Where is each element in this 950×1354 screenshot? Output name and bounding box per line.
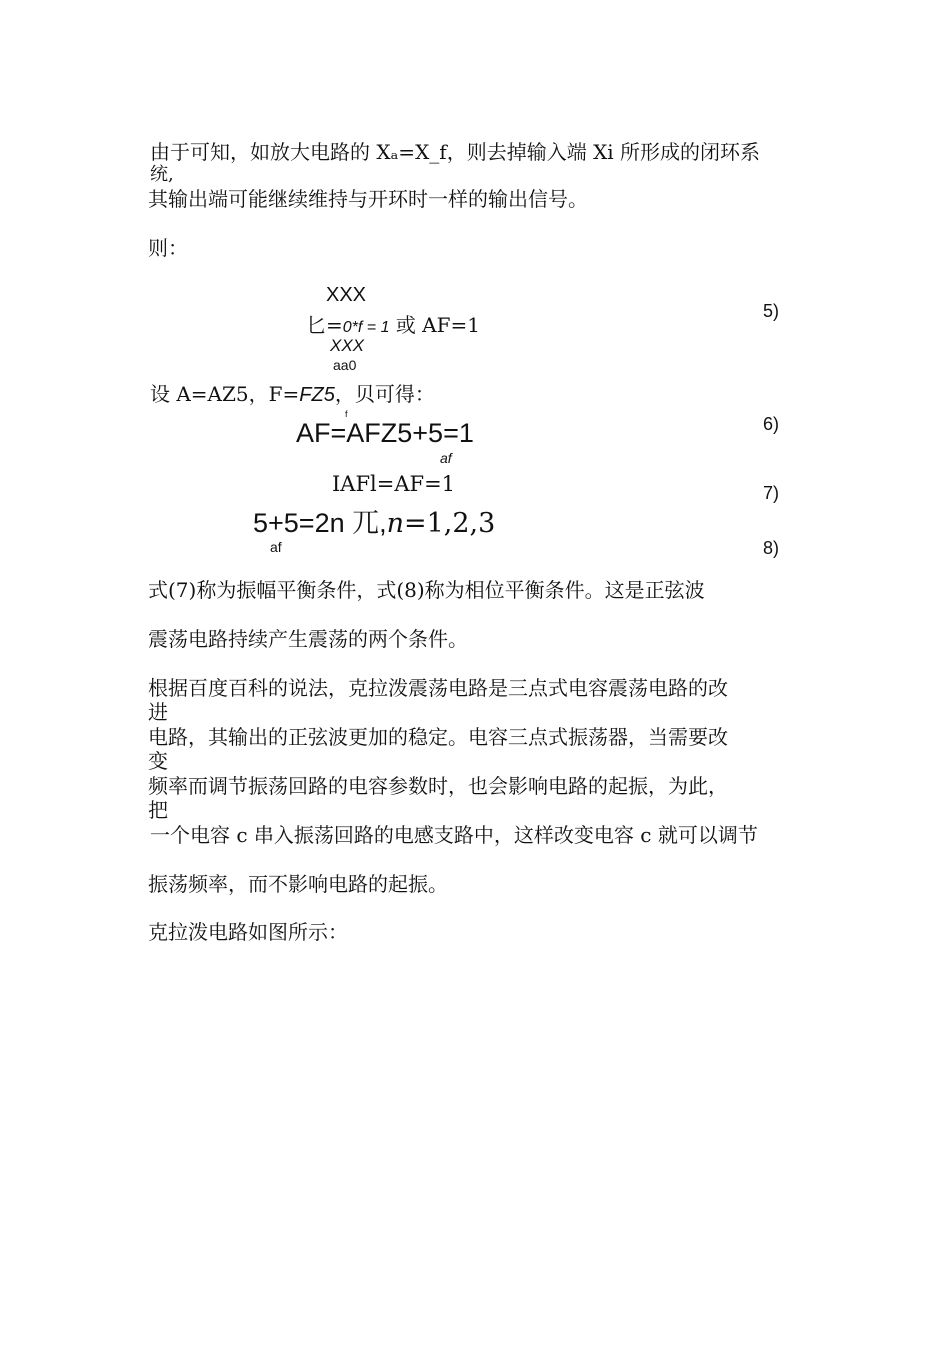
paragraph-2-line-1: 式(7)称为振幅平衡条件，式(8)称为相位平衡条件。这是正弦波 [148, 578, 705, 602]
eq8-main-c: =1,2,3 [404, 508, 496, 539]
eq5-top: XXX [326, 284, 367, 306]
paragraph-1-line-3: 其输出端可能继续维持与开环时一样的输出信号。 [148, 187, 588, 211]
paragraph-2-line-2: 震荡电路持续产生震荡的两个条件。 [148, 627, 468, 651]
eq8-main [253, 507, 495, 540]
let-line-c: ，贝可得： [334, 382, 435, 406]
paragraph-3-line-7: 一个电容 c 串入振荡回路的电感支路中，这样改变电容 c 就可以调节 [150, 823, 758, 847]
eq5-bottom: XXX [330, 336, 365, 355]
let-line-a: 设 A=AZ5，F= [150, 382, 300, 406]
paragraph-3-line-5: 频率而调节振荡回路的电容参数时，也会影响电路的起振，为此， [148, 774, 728, 798]
eq8-number: 8) [763, 538, 780, 558]
paragraph-3-line-2: 进 [148, 700, 168, 724]
eq7-main: IAFl=AF=1 [332, 472, 456, 496]
eq5-number: 5) [763, 301, 780, 321]
eq7-number: 7) [763, 483, 780, 503]
eq5-sub: aa0 [333, 357, 357, 373]
let-line-sub-f: f [345, 409, 348, 419]
paragraph-3-line-1: 根据百度百科的说法，克拉泼震荡电路是三点式电容震荡电路的改 [148, 676, 728, 700]
eq8-main-b: n [386, 508, 404, 539]
paragraph-3-line-8: 振荡频率，而不影响电路的起振。 [148, 872, 448, 896]
paragraph-1-line-1: 由于可知，如放大电路的 Xₐ=X_f，则去掉输入端 Xi 所形成的闭环系 [150, 140, 761, 164]
paragraph-4: 克拉泼电路如图所示： [148, 920, 348, 944]
let-line-b: FZ5 [299, 384, 335, 406]
eq6-number: 6) [763, 414, 780, 434]
paragraph-3-line-6: 把 [148, 798, 168, 822]
eq5-middle-a: 匕= [306, 313, 343, 337]
eq8-main-a: 5+5=2n 兀, [253, 508, 387, 538]
eq8-sub: af [270, 539, 282, 555]
paragraph-3-line-4: 变 [148, 749, 168, 773]
eq5-middle-b: 0*f = 1 [342, 319, 390, 336]
paragraph-1-line-2: 统, [150, 164, 174, 185]
eq6-main: AF=AFZ5+5=1 [296, 418, 474, 448]
eq6-sub: af [440, 450, 452, 466]
eq5-middle-c: 或 AF=1 [395, 313, 480, 337]
then-label: 则： [148, 236, 188, 260]
paragraph-3-line-3: 电路，其输出的正弦波更加的稳定。电容三点式振荡器，当需要改 [148, 725, 728, 749]
let-line [150, 382, 435, 407]
